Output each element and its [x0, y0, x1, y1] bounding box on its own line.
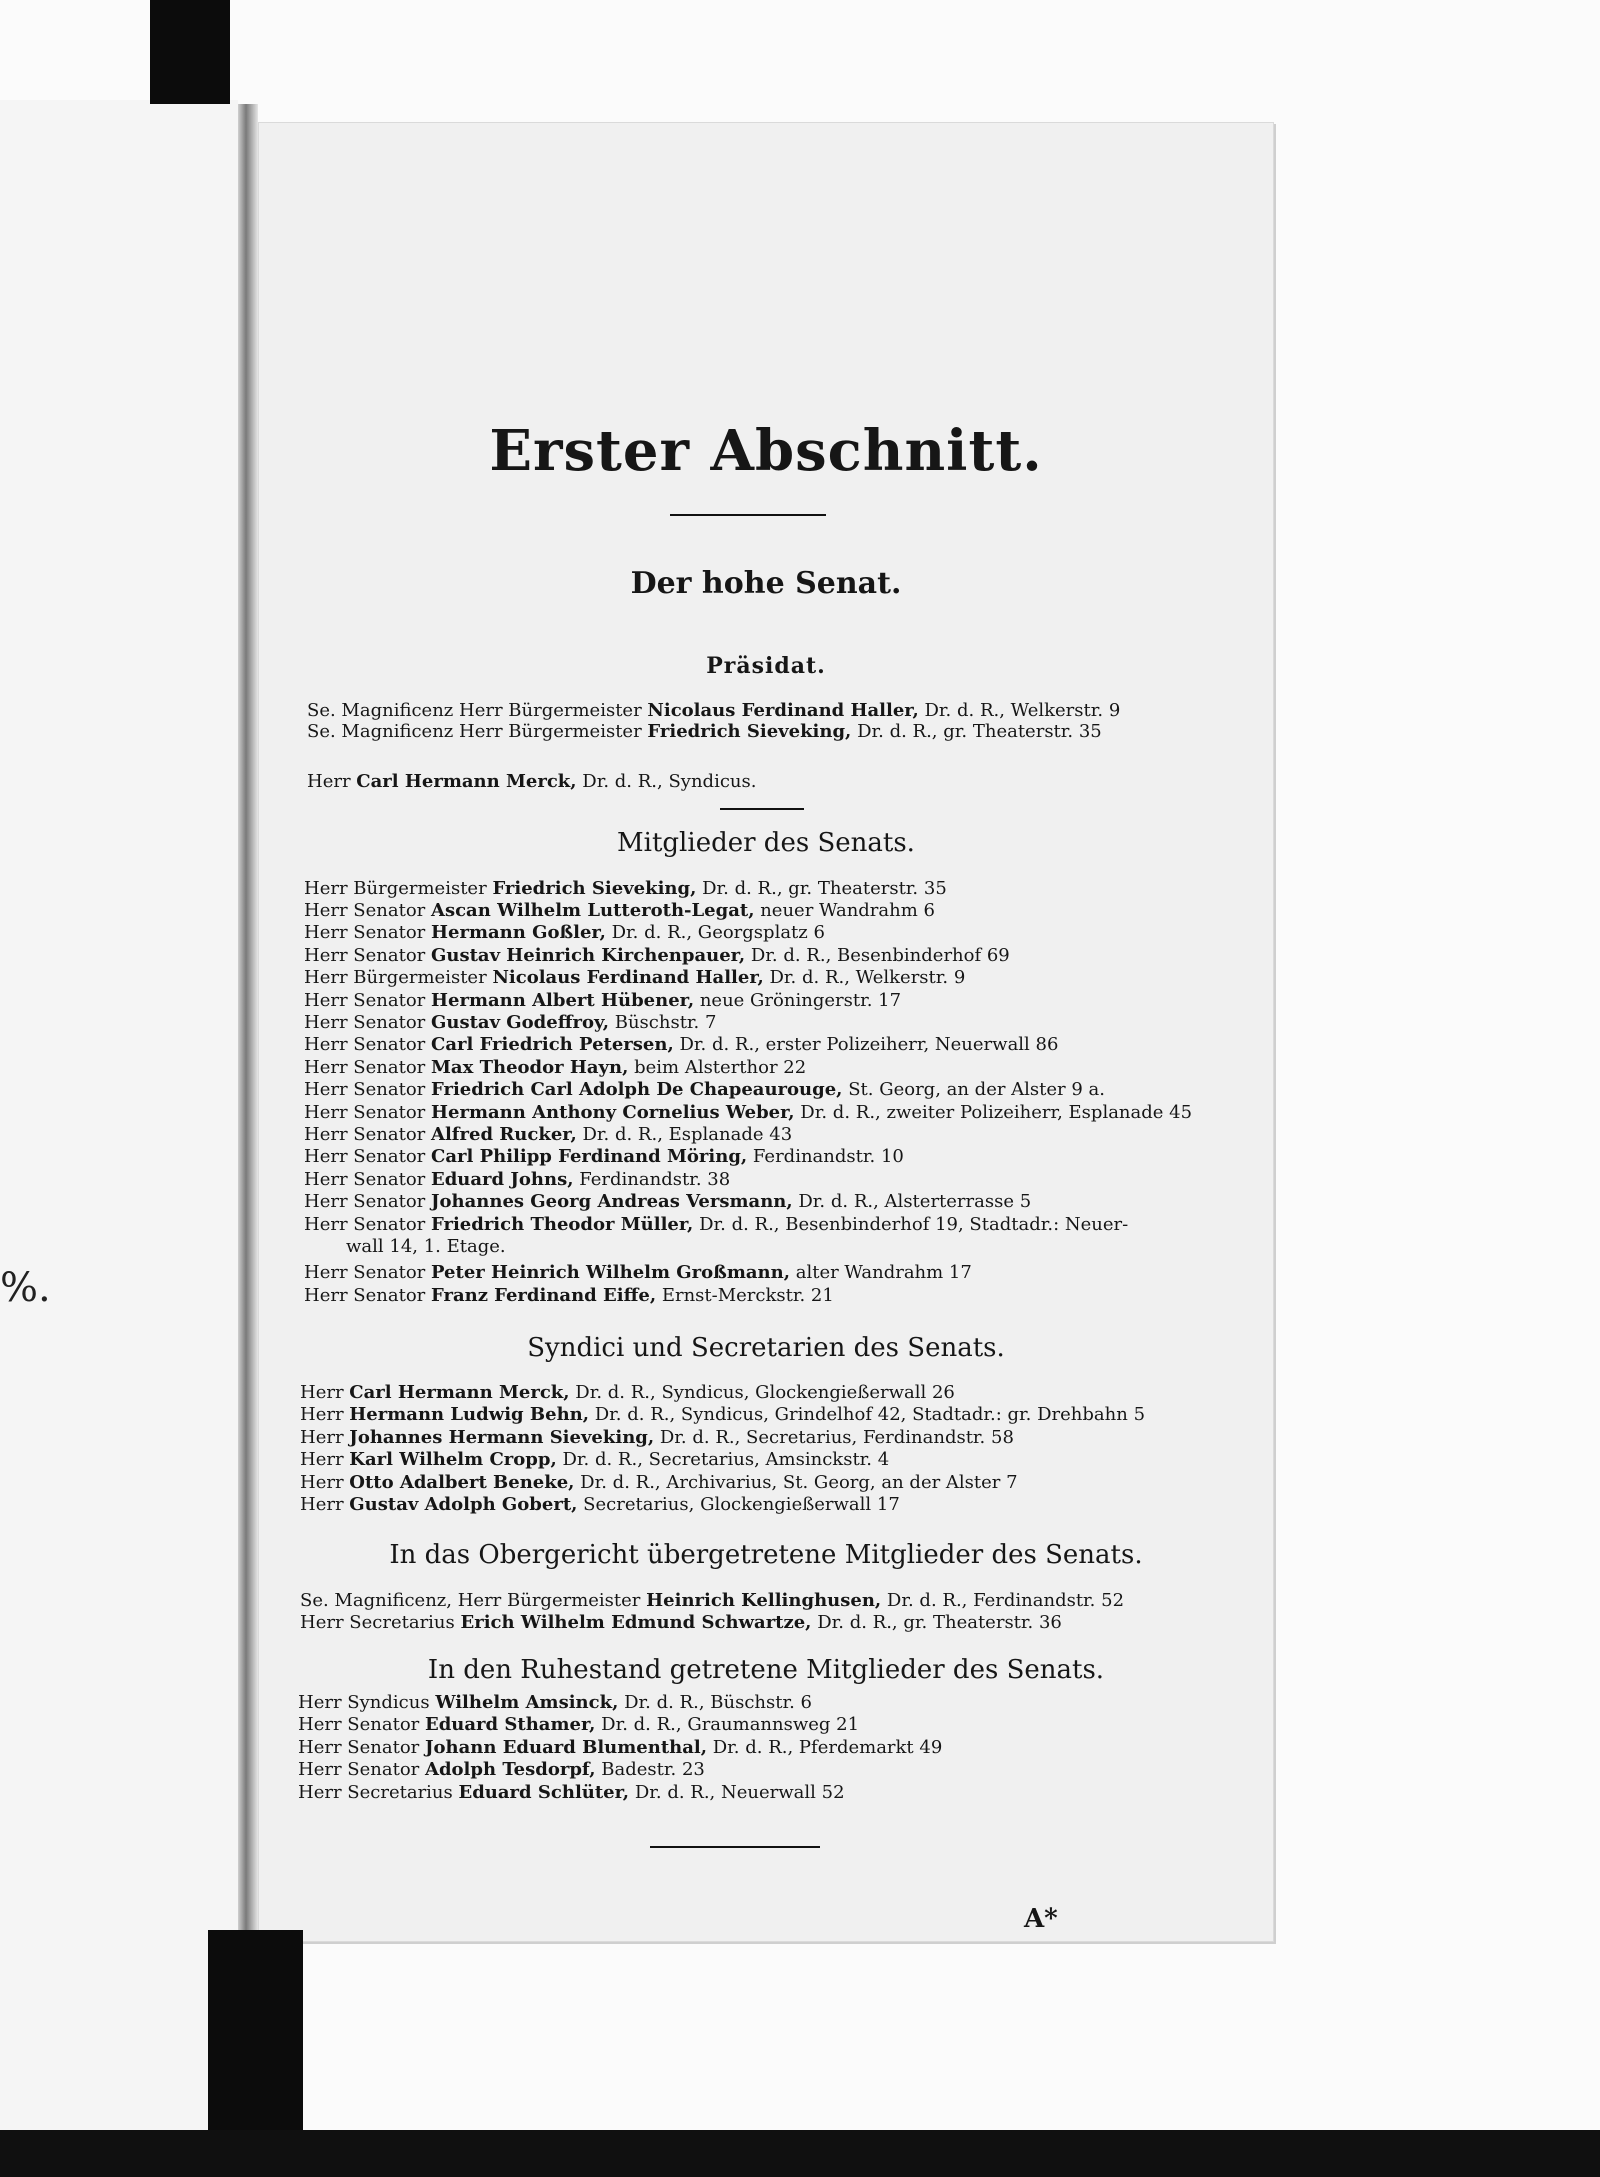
member-line [304, 1262, 972, 1284]
entry-prefix: Herr Senator [304, 990, 426, 1011]
entry-rest: wall 14, 1. Etage. [346, 1236, 506, 1257]
entry-name: Ascan Wilhelm Lutteroth-Legat, [431, 900, 755, 921]
entry-rest: Dr. d. R., Büschstr. 6 [624, 1692, 813, 1713]
sub-heading: Der hohe Senat. [630, 566, 902, 601]
member-line [304, 1034, 1058, 1056]
entry-rest: Dr. d. R., erster Polizeiherr, Neuerwall 86 [679, 1034, 1059, 1055]
member-line [346, 1236, 506, 1258]
entry-prefix: Herr [300, 1404, 344, 1425]
member-line [304, 1012, 716, 1034]
scan-border-top [150, 0, 230, 104]
member-line [304, 1214, 1128, 1236]
entry-prefix: Herr Bürgermeister [304, 967, 487, 988]
entry-prefix: Herr Senator [304, 945, 426, 966]
entry-name: Peter Heinrich Wilhelm Großmann, [431, 1262, 790, 1283]
facing-page-mark: %. [0, 1265, 51, 1311]
entry-prefix: Herr Senator [304, 1262, 426, 1283]
entry-rest: Dr. d. R., Georgsplatz 6 [611, 922, 825, 943]
member-line [304, 878, 947, 900]
entry-prefix: Herr Syndicus [298, 1692, 430, 1713]
entry-rest: Dr. d. R., Secretarius, Ferdinandstr. 58 [659, 1427, 1014, 1448]
entry-prefix: Herr [300, 1494, 344, 1515]
member-line [304, 922, 825, 944]
main-heading: Erster Abschnitt. [489, 418, 1043, 484]
scan-border-strip [0, 2130, 1600, 2177]
binding-fold [238, 104, 258, 1934]
entry-rest: Dr. d. R., Syndicus, Glockengießerwall 26 [575, 1382, 955, 1403]
ruhestand-line [298, 1692, 812, 1714]
entry-rest: Dr. d. R., Besenbinderhof 69 [750, 945, 1010, 966]
entry-prefix: Herr Senator [304, 1285, 426, 1306]
entry-prefix: Herr Secretarius [300, 1612, 455, 1633]
entry-prefix: Herr Senator [304, 900, 426, 921]
entry-prefix: Herr [300, 1382, 344, 1403]
obergericht-heading: In das Obergericht übergetretene Mitglieder des Senats. [389, 1540, 1143, 1570]
entry-prefix: Herr Senator [304, 1124, 426, 1145]
entry-prefix: Herr Senator [304, 1034, 426, 1055]
entry-name: Hermann Albert Hübener, [431, 990, 695, 1011]
entry-name: Carl Philipp Ferdinand Möring, [431, 1146, 748, 1167]
entry-rest: Dr. d. R., Syndicus. [582, 771, 757, 792]
entry-name: Nicolaus Ferdinand Haller, [492, 967, 764, 988]
member-line [304, 1057, 806, 1079]
entry-prefix: Herr Senator [304, 1146, 426, 1167]
closing-rule [650, 1846, 820, 1848]
syndici-line [300, 1494, 900, 1516]
entry-name: Eduard Schlüter, [458, 1782, 630, 1803]
entry-prefix: Se. Magnificenz Herr Bürgermeister [307, 721, 642, 742]
entry-name: Carl Friedrich Petersen, [431, 1034, 674, 1055]
entry-name: Johannes Hermann Sieveking, [349, 1427, 655, 1448]
entry-rest: Dr. d. R., zweiter Polizeiherr, Esplanade 45 [800, 1102, 1193, 1123]
entry-prefix: Herr Secretarius [298, 1782, 453, 1803]
entry-rest: Ernst-Merckstr. 21 [661, 1285, 834, 1306]
entry-rest: Dr. d. R., gr. Theaterstr. 36 [817, 1612, 1062, 1633]
entry-name: Friedrich Sieveking, [647, 721, 852, 742]
praesidat-heading: Präsidat. [706, 653, 826, 679]
entry-name: Eduard Sthamer, [425, 1714, 596, 1735]
entry-name: Otto Adalbert Beneke, [349, 1472, 575, 1493]
entry-prefix: Herr Senator [304, 1079, 426, 1100]
ruhestand-heading: In den Ruhestand getretene Mitglieder des Senats. [427, 1655, 1105, 1685]
entry-rest: St. Georg, an der Alster 9 a. [848, 1079, 1106, 1100]
entry-rest: Dr. d. R., Esplanade 43 [582, 1124, 793, 1145]
page-signature: A* [1024, 1904, 1058, 1934]
entry-name: Hermann Anthony Cornelius Weber, [431, 1102, 795, 1123]
member-line [304, 990, 901, 1012]
entry-prefix: Herr Senator [304, 1057, 426, 1078]
entry-prefix: Se. Magnificenz, Herr Bürgermeister [300, 1590, 641, 1611]
entry-rest: neue Gröningerstr. 17 [699, 990, 902, 1011]
entry-rest: Dr. d. R., gr. Theaterstr. 35 [702, 878, 947, 899]
entry-rest: Dr. d. R., Syndicus, Grindelhof 42, Stadtadr.: gr. Drehbahn 5 [594, 1404, 1146, 1425]
syndici-line [300, 1472, 1018, 1494]
entry-rest: Dr. d. R., Ferdinandstr. 52 [886, 1590, 1125, 1611]
entry-rest: Ferdinandstr. 38 [579, 1169, 731, 1190]
entry-rest: Dr. d. R., Pferdemarkt 49 [712, 1737, 943, 1758]
member-line [304, 945, 1010, 967]
member-line [304, 1169, 730, 1191]
syndici-line [300, 1449, 889, 1471]
entry-name: Carl Hermann Merck, [349, 1382, 570, 1403]
entry-name: Adolph Tesdorpf, [425, 1759, 596, 1780]
entry-name: Hermann Ludwig Behn, [349, 1404, 590, 1425]
entry-name: Franz Ferdinand Eiffe, [431, 1285, 657, 1306]
facing-page [0, 100, 238, 2140]
entry-name: Friedrich Theodor Müller, [431, 1214, 694, 1235]
entry-rest: alter Wandrahm 17 [795, 1262, 972, 1283]
syndici-line [300, 1382, 955, 1404]
entry-name: Carl Hermann Merck, [356, 771, 577, 792]
entry-rest: Dr. d. R., Graumannsweg 21 [601, 1714, 860, 1735]
entry-rest: Dr. d. R., Alsterterrasse 5 [798, 1191, 1032, 1212]
entry-name: Gustav Heinrich Kirchenpauer, [431, 945, 746, 966]
syndici-line [300, 1404, 1145, 1426]
entry-name: Gustav Godeffroy, [431, 1012, 609, 1033]
entry-name: Nicolaus Ferdinand Haller, [647, 700, 919, 721]
entry-name: Heinrich Kellinghusen, [646, 1590, 882, 1611]
entry-name: Friedrich Carl Adolph De Chapeaurouge, [431, 1079, 843, 1100]
entry-rest: Dr. d. R., Neuerwall 52 [634, 1782, 845, 1803]
member-line [304, 1079, 1105, 1101]
entry-name: Friedrich Sieveking, [492, 878, 697, 899]
praesidat-line [307, 721, 1102, 743]
entry-rest: beim Alsterthor 22 [634, 1057, 807, 1078]
entry-rest: Dr. d. R., Besenbinderhof 19, Stadtadr.: Neuer- [699, 1214, 1129, 1235]
entry-rest: Dr. d. R., Secretarius, Amsinckstr. 4 [562, 1449, 890, 1470]
entry-rest: Badestr. 23 [601, 1759, 705, 1780]
ruhestand-line [298, 1782, 845, 1804]
ruhestand-line [298, 1714, 859, 1736]
entry-name: Johann Eduard Blumenthal, [425, 1737, 707, 1758]
entry-name: Johannes Georg Andreas Versmann, [431, 1191, 793, 1212]
entry-prefix: Herr Senator [298, 1759, 420, 1780]
entry-name: Eduard Johns, [431, 1169, 574, 1190]
syndicus-rule [720, 808, 804, 810]
mitglieder-heading: Mitglieder des Senats. [617, 828, 915, 858]
entry-rest: Büschstr. 7 [614, 1012, 717, 1033]
entry-prefix: Herr [300, 1472, 344, 1493]
entry-name: Hermann Goßler, [431, 922, 606, 943]
ruhestand-line [298, 1737, 942, 1759]
member-line [304, 967, 965, 989]
entry-prefix: Herr Bürgermeister [304, 878, 487, 899]
entry-prefix: Herr [300, 1427, 344, 1448]
entry-rest: Dr. d. R., Archivarius, St. Georg, an der Alster 7 [580, 1472, 1018, 1493]
member-line [304, 900, 935, 922]
entry-name: Gustav Adolph Gobert, [349, 1494, 578, 1515]
member-line [304, 1102, 1192, 1124]
member-line [304, 1191, 1031, 1213]
praesidat-line [307, 700, 1120, 722]
syndici-line [300, 1427, 1014, 1449]
entry-prefix: Herr Senator [298, 1737, 420, 1758]
member-line [304, 1124, 792, 1146]
entry-prefix: Herr Senator [304, 1102, 426, 1123]
ruhestand-line [298, 1759, 705, 1781]
entry-prefix: Herr Senator [304, 1214, 426, 1235]
entry-rest: neuer Wandrahm 6 [760, 900, 935, 921]
entry-rest: Secretarius, Glockengießerwall 17 [583, 1494, 900, 1515]
entry-rest: Dr. d. R., gr. Theaterstr. 35 [857, 721, 1102, 742]
entry-name: Wilhelm Amsinck, [435, 1692, 619, 1713]
member-line [304, 1285, 834, 1307]
entry-prefix: Herr Senator [298, 1714, 420, 1735]
entry-prefix: Herr Senator [304, 1191, 426, 1212]
entry-name: Karl Wilhelm Cropp, [349, 1449, 557, 1470]
entry-rest: Dr. d. R., Welkerstr. 9 [769, 967, 966, 988]
entry-prefix: Herr [307, 771, 351, 792]
entry-name: Alfred Rucker, [431, 1124, 577, 1145]
member-line [304, 1146, 904, 1168]
entry-rest: Dr. d. R., Welkerstr. 9 [924, 700, 1121, 721]
entry-prefix: Herr [300, 1449, 344, 1470]
obergericht-line [300, 1612, 1062, 1634]
entry-rest: Ferdinandstr. 10 [752, 1146, 904, 1167]
entry-prefix: Se. Magnificenz Herr Bürgermeister [307, 700, 642, 721]
syndici-heading: Syndici und Secretarien des Senats. [527, 1333, 1005, 1363]
obergericht-line [300, 1590, 1124, 1612]
entry-name: Max Theodor Hayn, [431, 1057, 629, 1078]
entry-prefix: Herr Senator [304, 1169, 426, 1190]
entry-name: Erich Wilhelm Edmund Schwartze, [460, 1612, 812, 1633]
entry-prefix: Herr Senator [304, 922, 426, 943]
syndicus-line [307, 771, 756, 793]
entry-prefix: Herr Senator [304, 1012, 426, 1033]
heading-rule [670, 514, 826, 516]
